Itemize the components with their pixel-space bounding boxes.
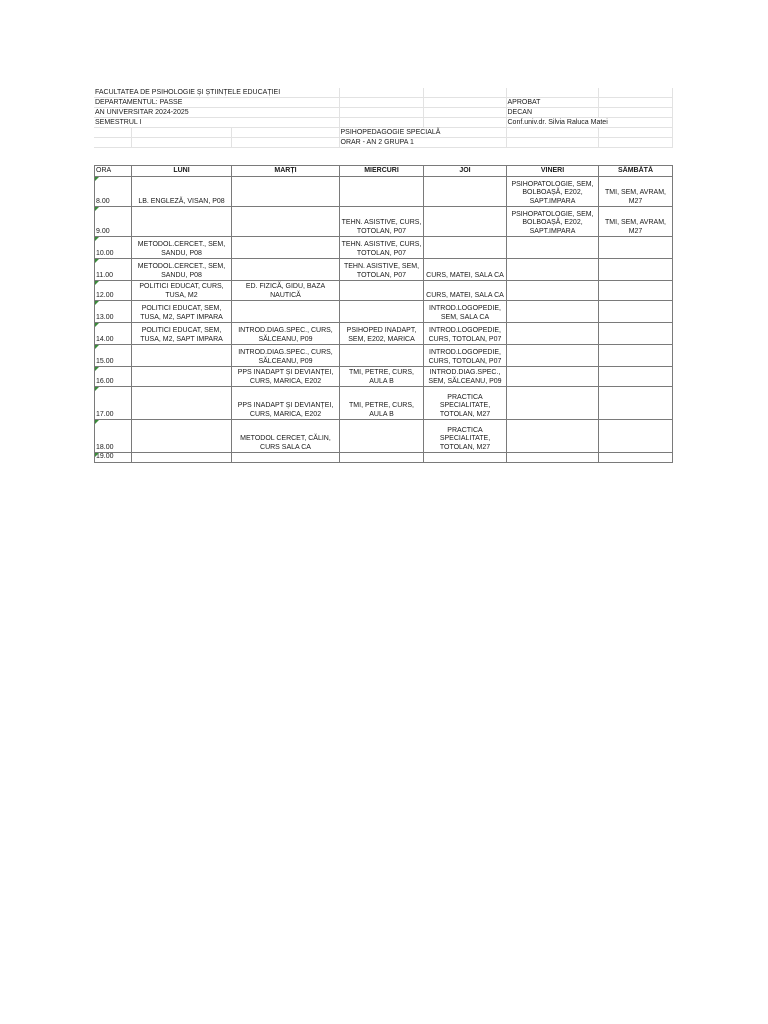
column-header: VINERI — [507, 166, 599, 177]
class-cell — [340, 420, 424, 453]
class-cell — [424, 453, 507, 463]
class-cell — [599, 323, 673, 345]
class-cell — [507, 301, 599, 323]
schedule-row — [95, 345, 673, 367]
semester-label: SEMESTRUL I — [94, 118, 339, 128]
class-cell — [132, 453, 232, 463]
schedule-header-row — [95, 166, 673, 177]
class-cell — [599, 281, 673, 301]
schedule-row — [95, 281, 673, 301]
group-name: ORAR - AN 2 GRUPA 1 — [339, 138, 506, 148]
schedule-row — [95, 177, 673, 207]
class-cell — [340, 281, 424, 301]
class-cell: CURS, MATEI, SALA CA — [424, 259, 507, 281]
class-cell: INTROD.LOGOPEDIE, CURS, TOTOLAN, P07 — [424, 345, 507, 367]
class-cell: TEHN. ASISTIVE, CURS, TOTOLAN, P07 — [340, 207, 424, 237]
schedule-row — [95, 420, 673, 453]
program-name: PSIHOPEDAGOGIE SPECIALĂ — [339, 128, 506, 138]
class-cell: TEHN. ASISTIVE, SEM, TOTOLAN, P07 — [340, 259, 424, 281]
schedule-row — [95, 323, 673, 345]
class-cell: PRACTICA SPECIALITATE, TOTOLAN, M27 — [424, 387, 507, 420]
time-cell: 9.00 — [95, 207, 132, 237]
class-cell — [340, 177, 424, 207]
department-name: DEPARTAMENTUL: PASSE — [94, 98, 339, 108]
class-cell — [232, 259, 340, 281]
class-cell — [340, 453, 424, 463]
class-cell — [132, 345, 232, 367]
class-cell: PRACTICA SPECIALITATE, TOTOLAN, M27 — [424, 420, 507, 453]
header-grid — [94, 88, 673, 148]
column-header: LUNI — [132, 166, 232, 177]
class-cell — [132, 387, 232, 420]
column-header: MIERCURI — [340, 166, 424, 177]
time-cell: 19.00 — [95, 453, 132, 463]
class-cell — [424, 207, 507, 237]
dean-label: DECAN — [506, 108, 598, 118]
class-cell — [599, 345, 673, 367]
class-cell — [599, 367, 673, 387]
column-header: ORA — [95, 166, 132, 177]
class-cell — [232, 207, 340, 237]
class-cell — [507, 345, 599, 367]
column-header: SÂMBĂTĂ — [599, 166, 673, 177]
schedule-row — [95, 207, 673, 237]
class-cell: PPS INADAPT ȘI DEVIANȚEI, CURS, MARICA, E202 — [232, 367, 340, 387]
class-cell — [232, 177, 340, 207]
class-cell — [424, 237, 507, 259]
time-cell: 17.00 — [95, 387, 132, 420]
academic-year: AN UNIVERSITAR 2024-2025 — [94, 108, 339, 118]
class-cell — [507, 323, 599, 345]
class-cell — [507, 420, 599, 453]
class-cell: PSIHOPED INADAPT, SEM, E202, MARICA — [340, 323, 424, 345]
class-cell — [599, 453, 673, 463]
class-cell: POLITICI EDUCAT, CURS, TUSA, M2 — [132, 281, 232, 301]
class-cell: POLITICI EDUCAT, SEM, TUSA, M2, SAPT IMPARA — [132, 323, 232, 345]
class-cell: METODOL.CERCET., SEM, SANDU, P08 — [132, 259, 232, 281]
class-cell — [599, 387, 673, 420]
class-cell — [507, 453, 599, 463]
class-cell — [507, 367, 599, 387]
class-cell — [340, 301, 424, 323]
schedule-row — [95, 237, 673, 259]
class-cell: LB. ENGLEZĂ, VISAN, P08 — [132, 177, 232, 207]
class-cell — [507, 237, 599, 259]
class-cell: INTROD.DIAG.SPEC., CURS, SĂLCEANU, P09 — [232, 323, 340, 345]
class-cell: TMI, PETRE, CURS, AULA B — [340, 367, 424, 387]
class-cell — [507, 281, 599, 301]
class-cell: TMI, SEM, AVRAM, M27 — [599, 177, 673, 207]
class-cell — [232, 237, 340, 259]
class-cell: TEHN. ASISTIVE, CURS, TOTOLAN, P07 — [340, 237, 424, 259]
schedule-table — [94, 165, 673, 463]
class-cell: CURS, MATEI, SALA CA — [424, 281, 507, 301]
time-cell: 11.00 — [95, 259, 132, 281]
class-cell: INTROD.DIAG.SPEC., SEM, SĂLCEANU, P09 — [424, 367, 507, 387]
class-cell — [599, 420, 673, 453]
dean-name: Conf.univ.dr. Silvia Raluca Matei — [506, 118, 672, 128]
time-cell: 8.00 — [95, 177, 132, 207]
time-cell: 13.00 — [95, 301, 132, 323]
column-header: JOI — [424, 166, 507, 177]
approved-label: APROBAT — [506, 98, 598, 108]
class-cell — [132, 367, 232, 387]
class-cell — [232, 453, 340, 463]
class-cell: PPS INADAPT ȘI DEVIANȚEI, CURS, MARICA, E202 — [232, 387, 340, 420]
time-cell: 10.00 — [95, 237, 132, 259]
class-cell — [232, 301, 340, 323]
class-cell: INTROD.LOGOPEDIE, SEM, SALA CA — [424, 301, 507, 323]
class-cell: TMI, PETRE, CURS, AULA B — [340, 387, 424, 420]
class-cell — [340, 345, 424, 367]
time-cell: 16.00 — [95, 367, 132, 387]
class-cell: ED. FIZICĂ, GIDU, BAZA NAUTICĂ — [232, 281, 340, 301]
time-cell: 18.00 — [95, 420, 132, 453]
class-cell: TMI, SEM, AVRAM, M27 — [599, 207, 673, 237]
class-cell: POLITICI EDUCAT, SEM, TUSA, M2, SAPT IMPARA — [132, 301, 232, 323]
schedule-row — [95, 367, 673, 387]
class-cell — [424, 177, 507, 207]
class-cell: PSIHOPATOLOGIE, SEM, BOLBOAȘĂ, E202, SAPT.IMPARA — [507, 177, 599, 207]
faculty-name: FACULTATEA DE PSIHOLOGIE ȘI ȘTIINȚELE EDUCAȚIEI — [94, 88, 339, 98]
class-cell — [507, 387, 599, 420]
time-cell: 15.00 — [95, 345, 132, 367]
class-cell: METODOL CERCET, CĂLIN, CURS SALA CA — [232, 420, 340, 453]
class-cell: METODOL.CERCET., SEM, SANDU, P08 — [132, 237, 232, 259]
class-cell: INTROD.DIAG.SPEC., CURS, SĂLCEANU, P09 — [232, 345, 340, 367]
class-cell: PSIHOPATOLOGIE, SEM, BOLBOAȘĂ, E202, SAPT.IMPARA — [507, 207, 599, 237]
class-cell — [599, 301, 673, 323]
class-cell — [132, 207, 232, 237]
class-cell — [507, 259, 599, 281]
schedule-row — [95, 259, 673, 281]
class-cell — [132, 420, 232, 453]
column-header: MARȚI — [232, 166, 340, 177]
schedule-row — [95, 387, 673, 420]
time-cell: 12.00 — [95, 281, 132, 301]
time-cell: 14.00 — [95, 323, 132, 345]
class-cell — [599, 237, 673, 259]
class-cell: INTROD.LOGOPEDIE, CURS, TOTOLAN, P07 — [424, 323, 507, 345]
schedule-row — [95, 301, 673, 323]
schedule-row — [95, 453, 673, 463]
class-cell — [599, 259, 673, 281]
